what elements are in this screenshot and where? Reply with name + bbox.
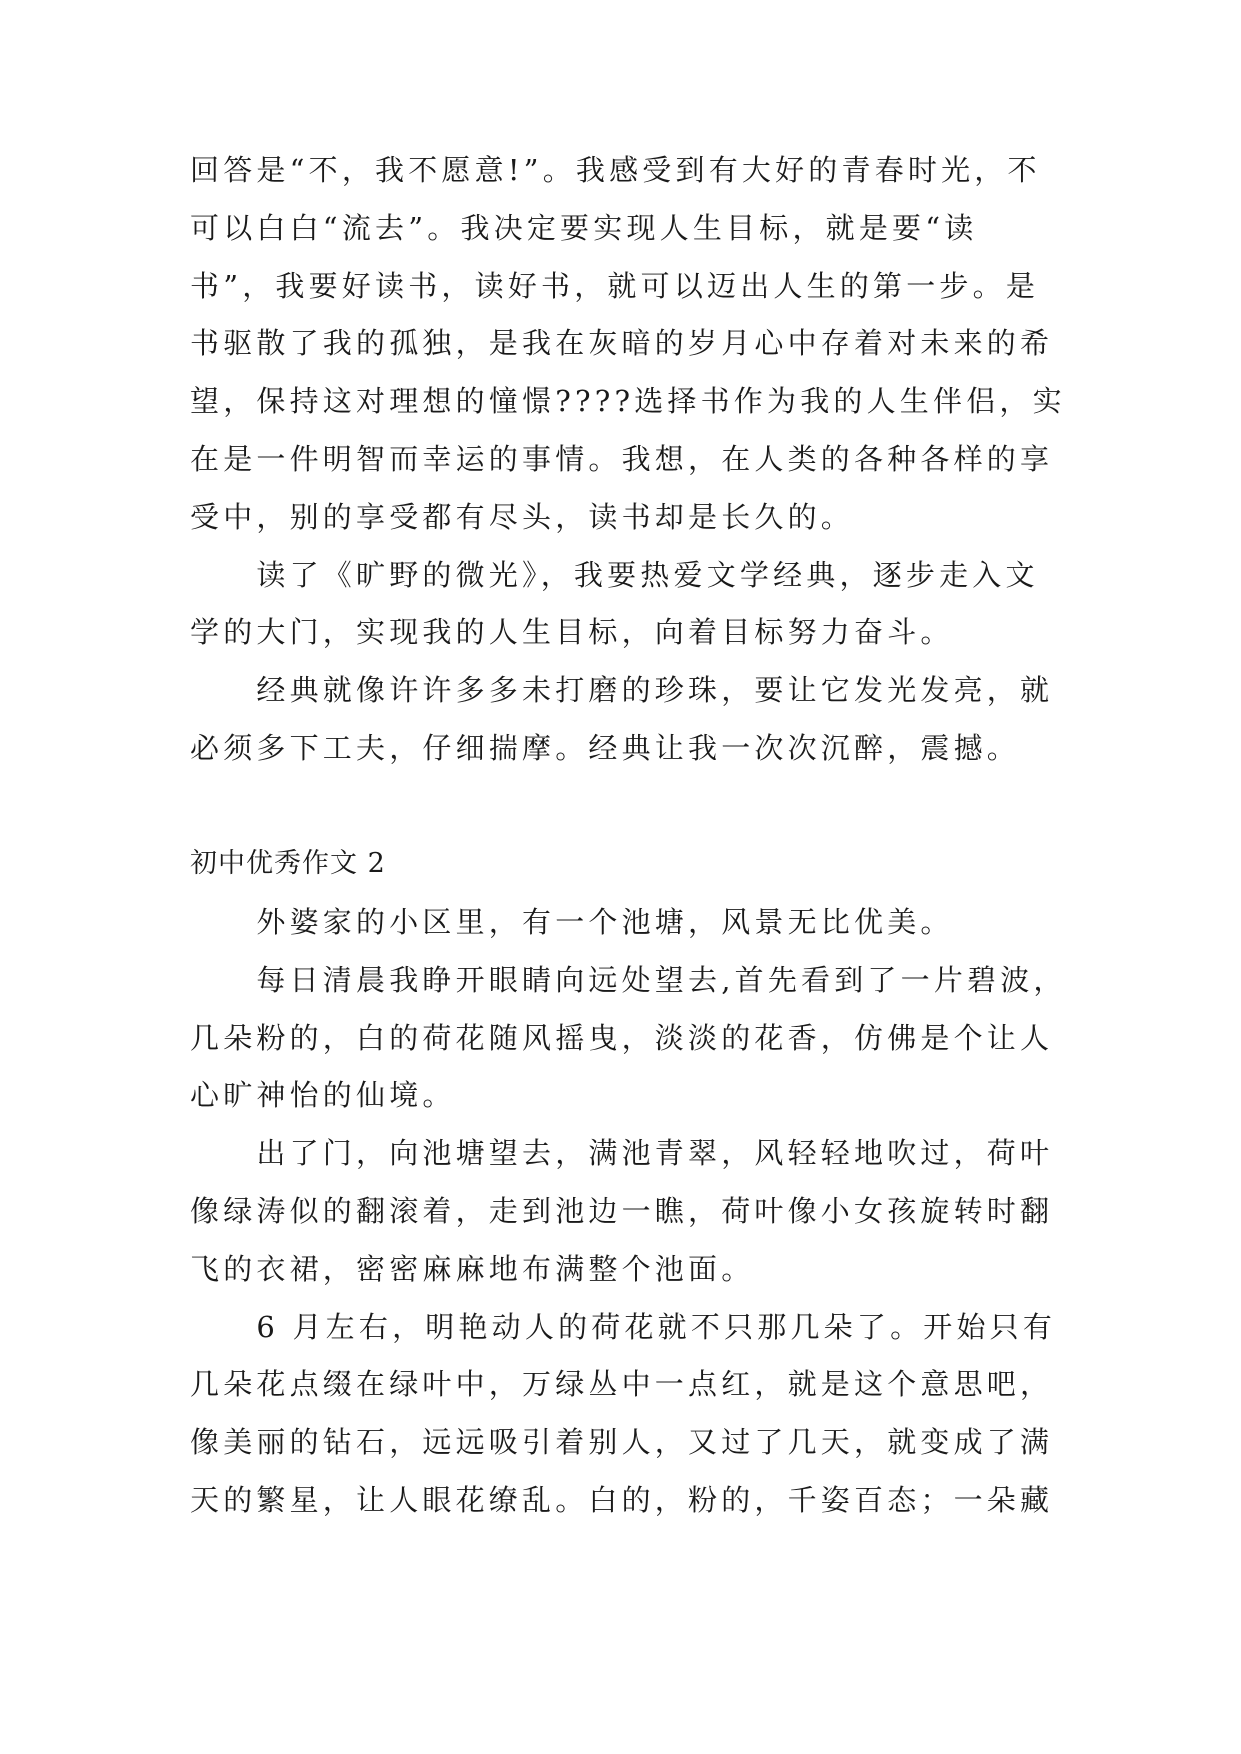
paragraph-line: 在是一件明智而幸运的事情。我想，在人类的各种各样的享	[190, 442, 1054, 476]
paragraph-line: 几朵粉的，白的荷花随风摇曳，淡淡的花香，仿佛是个让人	[190, 1021, 1054, 1055]
paragraph-line: 回答是“不，我不愿意!”。我感受到有大好的青春时光，不	[190, 153, 1041, 187]
paragraph-line: 几朵花点缀在绿叶中，万绿丛中一点红，就是这个意思吧，	[190, 1367, 1054, 1401]
paragraph-line: 学的大门，实现我的人生目标，向着目标努力奋斗。	[190, 615, 954, 649]
paragraph-line: 读了《旷野的微光》，我要热爱文学经典，逐步走入文	[190, 558, 1039, 592]
section-heading: 初中优秀作文 2	[190, 848, 386, 879]
paragraph-line: 书驱散了我的孤独，是我在灰暗的岁月心中存着对未来的希	[190, 326, 1054, 360]
paragraph-line: 像美丽的钻石，远远吸引着别人，又过了几天，就变成了满	[190, 1425, 1054, 1459]
paragraph-line: 出了门，向池塘望去，满池青翠，风轻轻地吹过，荷叶	[190, 1136, 1054, 1170]
paragraph-line: 心旷神怡的仙境。	[190, 1078, 456, 1112]
paragraph-line: 飞的衣裙，密密麻麻地布满整个池面。	[190, 1252, 755, 1286]
paragraph-line: 外婆家的小区里，有一个池塘，风景无比优美。	[190, 905, 954, 939]
paragraph-line: 受中，别的享受都有尽头，读书却是长久的。	[190, 500, 855, 534]
paragraph-line: 像绿涛似的翻滚着，走到池边一瞧，荷叶像小女孩旋转时翻	[190, 1194, 1054, 1228]
paragraph-line: 天的繁星，让人眼花缭乱。白的，粉的，千姿百态；一朵藏	[190, 1483, 1054, 1517]
paragraph-line: 书”，我要好读书，读好书，就可以迈出人生的第一步。是	[190, 269, 1040, 303]
paragraph-line: 经典就像许许多多未打磨的珍珠，要让它发光发亮，就	[190, 673, 1054, 707]
paragraph-line: 望，保持这对理想的憧憬????选择书作为我的人生伴侣，实	[190, 384, 1066, 418]
paragraph-line: 必须多下工夫，仔细揣摩。经典让我一次次沉醉，震撼。	[190, 731, 1021, 765]
paragraph-line: 每日清晨我睁开眼睛向远处望去,首先看到了一片碧波，	[190, 963, 1067, 997]
paragraph-line: 可以白白“流去”。我决定要实现人生目标，就是要“读	[190, 211, 978, 245]
paragraph-line: 6 月左右，明艳动人的荷花就不只那几朵了。开始只有	[190, 1310, 1057, 1344]
